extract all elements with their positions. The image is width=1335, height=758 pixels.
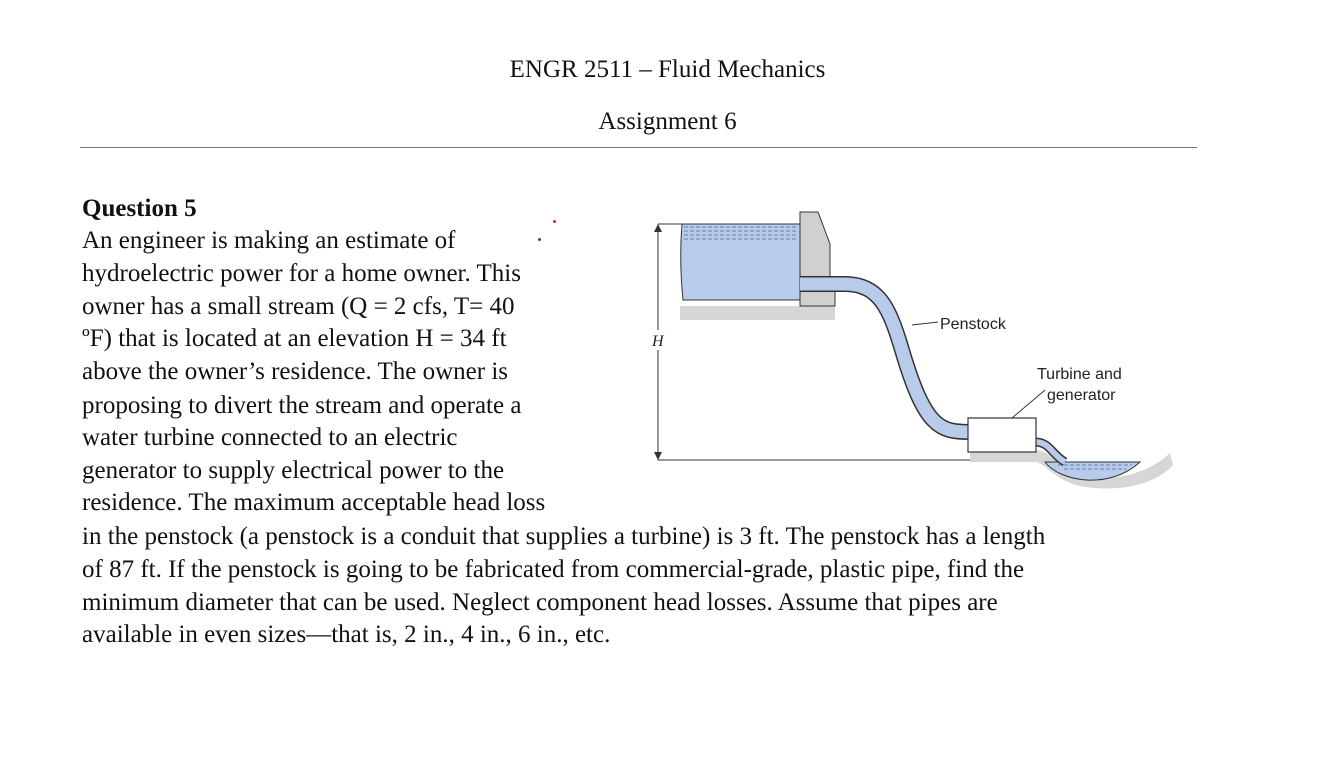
question-text-line: minimum diameter that can be used. Neglect component head losses. Assume that pipes are: [82, 589, 998, 616]
height-label: H: [652, 333, 664, 350]
assignment-title: Assignment 6: [598, 108, 737, 135]
penstock-label: Penstock: [940, 316, 1006, 333]
question-text-line: water turbine connected to an electric: [82, 424, 458, 451]
turbine-label-line1: Turbine and: [1037, 366, 1122, 383]
reservoir-ground: [680, 306, 835, 320]
question-text-line: in the penstock (a penstock is a conduit that supplies a turbine) is 3 ft. The penstock has a length: [82, 523, 1046, 550]
header-divider: [80, 147, 1197, 148]
question-heading: Question 5: [82, 195, 197, 222]
turbine-leader: [1012, 390, 1045, 418]
stray-mark: [538, 238, 541, 241]
height-arrow-top: [654, 224, 662, 232]
question-text-line: generator to supply electrical power to the: [82, 457, 505, 484]
question-text-line: of 87 ft. If the penstock is going to be fabricated from commercial-grade, plastic pipe, find the: [82, 556, 1025, 583]
question-text-line: An engineer is making an estimate of: [82, 227, 456, 254]
question-text-line: owner has a small stream (Q = 2 cfs, T= 40: [82, 293, 515, 320]
turbine-box: [968, 418, 1036, 452]
question-text-line: above the owner’s residence. The owner is: [82, 358, 509, 385]
question-text-line: residence. The maximum acceptable head loss: [82, 489, 546, 516]
turbine-label-line2: generator: [1047, 387, 1116, 404]
question-text-line: proposing to divert the stream and operate a: [82, 392, 522, 419]
stray-mark: [553, 220, 556, 223]
dam: [800, 212, 830, 278]
penstock-leader: [912, 322, 938, 325]
question-text-line: available in even sizes—that is, 2 in., 4 in., 6 in., etc.: [82, 621, 611, 648]
course-title: ENGR 2511 – Fluid Mechanics: [509, 56, 826, 83]
height-arrow-bottom: [654, 452, 662, 460]
hydroelectric-diagram: [640, 200, 1180, 500]
question-text-line: ºF) that is located at an elevation H = 34 ft: [82, 325, 507, 352]
question-text-line: hydroelectric power for a home owner. This: [82, 260, 521, 287]
